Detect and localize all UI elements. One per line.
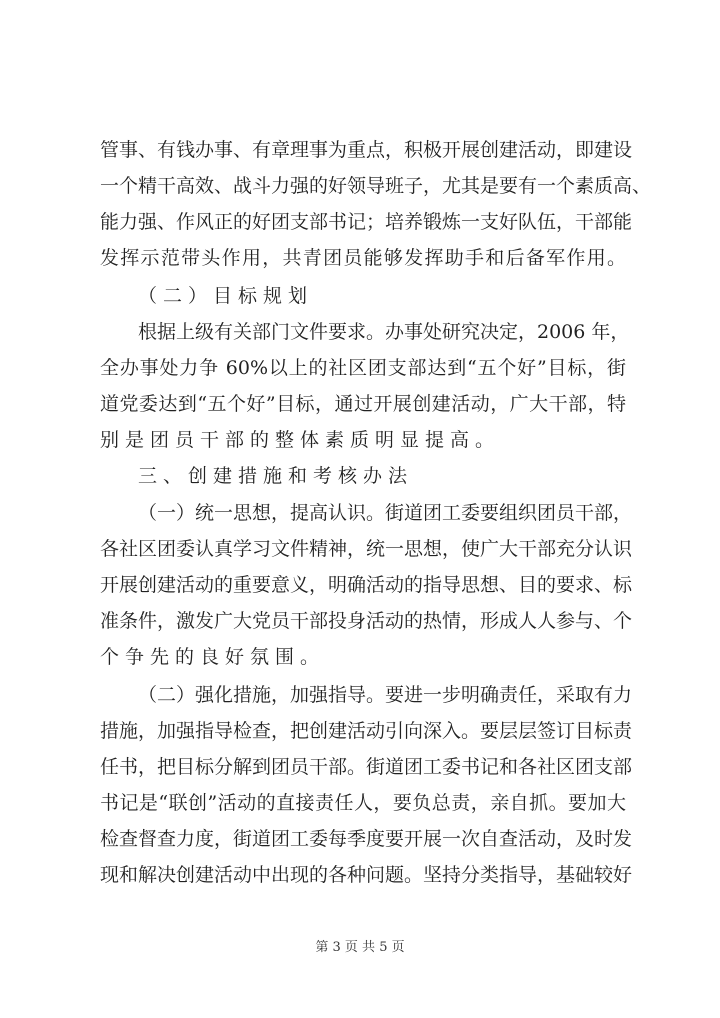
paragraph-line: （二）强化措施，加强指导。要进一步明确责任，采取有力: [138, 684, 633, 706]
paragraph-line: 发挥示范带头作用，共青团员能够发挥助手和后备军作用。: [100, 247, 626, 269]
paragraph-line: 根据上级有关部门文件要求。办事处研究决定，2006 年，: [138, 321, 630, 343]
section-heading: 三、创建措施和考核办法: [138, 465, 414, 487]
paragraph-line: 能力强、作风正的好团支部书记；培养锻炼一支好队伍，干部能: [100, 211, 633, 233]
paragraph-line: 全办事处力争 60%以上的社区团支部达到“五个好”目标，街: [100, 357, 626, 379]
paragraph-line: 别是团员干部的整体素质明显提高。: [100, 429, 501, 451]
page-footer: 第 3 页 共 5 页: [315, 940, 405, 955]
section-heading: （二）目标规划: [138, 285, 314, 307]
paragraph-line: 任书，把目标分解到团员干部。街道团工委书记和各社区团支部: [100, 756, 633, 778]
paragraph-line: 管事、有钱办事、有章理事为重点，积极开展创建活动，即建设: [100, 139, 633, 161]
paragraph-line: 书记是“联创”活动的直接责任人，要负总责，亲自抓。要加大: [100, 792, 626, 814]
paragraph-line: 各社区团委认真学习文件精神，统一思想，使广大干部充分认识: [100, 538, 633, 560]
paragraph-line: 一个精干高效、战斗力强的好领导班子，尤其是要有一个素质高、: [100, 175, 652, 197]
paragraph-line: 个争先的良好氛围。: [100, 646, 326, 668]
paragraph-line: 措施，加强指导检查，把创建活动引向深入。要层层签订目标责: [100, 720, 633, 742]
paragraph-line: 检查督查力度，街道团工委每季度要开展一次自查活动，及时发: [100, 828, 633, 850]
paragraph-line: 准条件，激发广大党员干部投身活动的热情，形成人人参与、个: [100, 610, 633, 632]
paragraph-line: 道党委达到“五个好”目标，通过开展创建活动，广大干部，特: [100, 393, 626, 415]
paragraph-line: （一）统一思想，提高认识。街道团工委要组织团员干部，: [138, 502, 633, 524]
paragraph-line: 现和解决创建活动中出现的各种问题。坚持分类指导，基础较好: [100, 864, 633, 886]
paragraph-line: 开展创建活动的重要意义，明确活动的指导思想、目的要求、标: [100, 574, 633, 596]
